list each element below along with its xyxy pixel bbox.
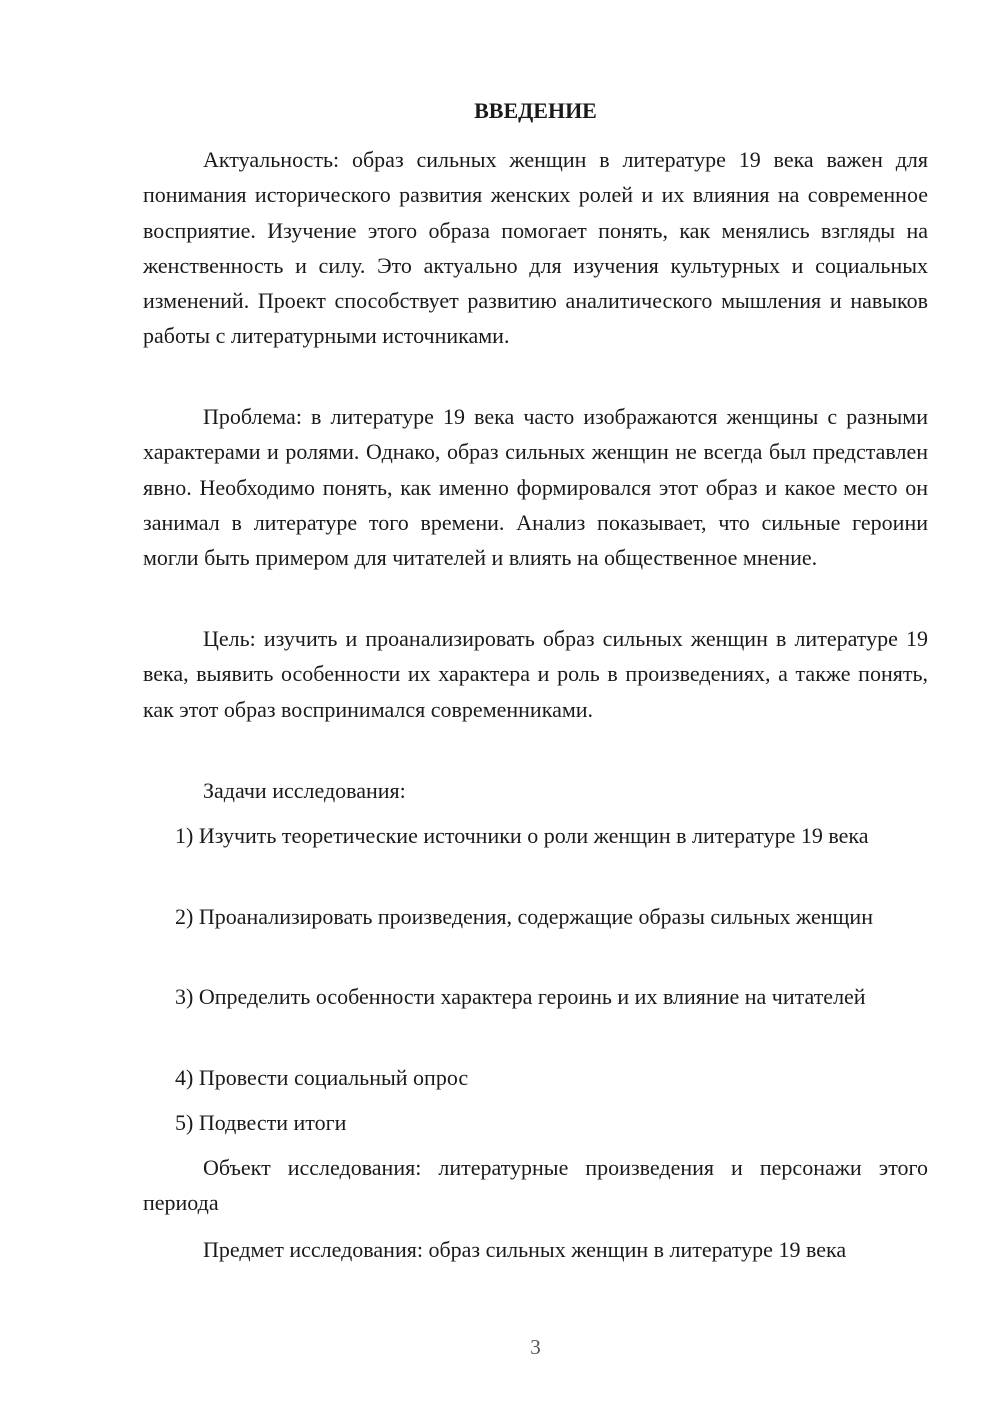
task-item-3: 3) Определить особенности характера героинь и их влияние на читателей: [175, 984, 866, 1009]
task-item-4: 4) Провести социальный опрос: [175, 1065, 469, 1090]
goal-paragraph: Цель: изучить и проанализировать образ сильных женщин в литературе 19 века, выявить особенности их характера и роль в произведениях, а также понять, как этот образ воспринимался современниками.: [143, 626, 928, 722]
task-item-5: 5) Подвести итоги: [175, 1110, 347, 1135]
relevance-paragraph: Актуальность: образ сильных женщин в литературе 19 века важен для понимания исторического развития женских ролей и их влияния на современное восприятие. Изучение этого образа помогает понять, как менялись взгляды на женственность и силу. Это актуально для изучения культурных и социальных изменений. Проект способствует развитию аналитического мышления и навыков работы с литературными источниками.: [143, 147, 928, 349]
tasks-title: Задачи исследования:: [203, 778, 406, 803]
task-item-1: 1) Изучить теоретические источники о роли женщин в литературе 19 века: [175, 823, 869, 848]
problem-paragraph: Проблема: в литературе 19 века часто изображаются женщины с разными характерами и ролями. Однако, образ сильных женщин не всегда был представлен явно. Необходимо понять, как именно формировался этот образ и какое место он занимал в литературе того времени. Анализ показывает, что сильные героини могли быть примером для читателей и влиять на общественное мнение.: [143, 404, 928, 571]
research-object-paragraph: Объект исследования: литературные произведения и персонажи этого периода: [143, 1155, 928, 1216]
section-heading: ВВЕДЕНИЕ: [474, 98, 597, 123]
document-page: [143, 0, 928, 1414]
page-number: 3: [530, 1335, 541, 1359]
task-item-2: 2) Проанализировать произведения, содержащие образы сильных женщин: [175, 904, 873, 929]
research-subject-paragraph: Предмет исследования: образ сильных женщин в литературе 19 века: [203, 1237, 847, 1262]
